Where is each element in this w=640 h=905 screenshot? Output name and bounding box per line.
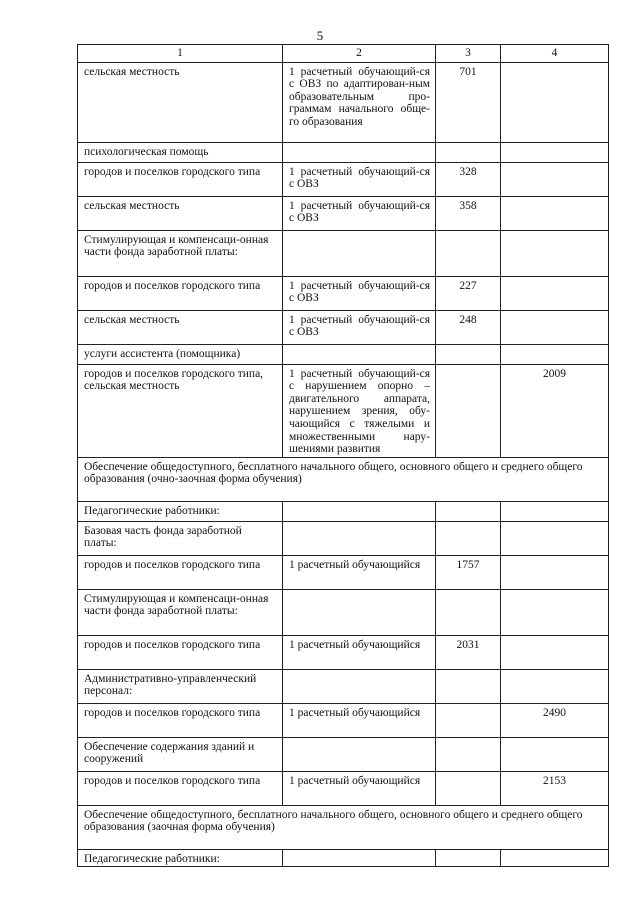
rural-rate-cell — [501, 344, 609, 364]
urban-rate-cell: 328 — [436, 162, 501, 196]
rural-rate-cell — [501, 521, 609, 555]
unit-cell — [283, 521, 436, 555]
unit-cell: 1 расчетный обучающий-ся с ОВЗ — [283, 310, 436, 344]
urban-rate-cell — [436, 364, 501, 457]
section-heading-cell: Обеспечение общедоступного, бесплатного начального общего, основного общего и среднего общего образования (заочная форма обучения) — [78, 805, 609, 849]
rural-rate-cell — [501, 142, 609, 162]
category-cell: услуги ассистента (помощника) — [78, 344, 283, 364]
table-row — [78, 737, 609, 771]
category-cell: Стимулирующая и компенсаци-онная части фонда заработной платы: — [78, 230, 283, 276]
urban-rate-cell: 248 — [436, 310, 501, 344]
column-header: 2 — [283, 45, 436, 63]
urban-rate-cell: 227 — [436, 276, 501, 310]
urban-rate-cell — [436, 501, 501, 521]
category-cell: Педагогические работники: — [78, 849, 283, 867]
category-cell: городов и поселков городского типа — [78, 635, 283, 669]
urban-rate-cell — [436, 849, 501, 867]
category-cell: городов и поселков городского типа — [78, 162, 283, 196]
unit-cell — [283, 501, 436, 521]
table-row — [78, 62, 609, 142]
page-number: 5 — [316, 28, 324, 43]
category-cell: сельская местность — [78, 196, 283, 230]
category-cell: психологическая помощь — [78, 142, 283, 162]
unit-cell — [283, 589, 436, 635]
category-cell: Стимулирующая и компенсаци-онная части фонда заработной платы: — [78, 589, 283, 635]
urban-rate-cell — [436, 589, 501, 635]
urban-rate-cell — [436, 521, 501, 555]
table-row — [78, 555, 609, 589]
rural-rate-cell — [501, 62, 609, 142]
table-row — [78, 501, 609, 521]
table-row — [78, 196, 609, 230]
table-row — [78, 230, 609, 276]
urban-rate-cell — [436, 771, 501, 805]
rural-rate-cell — [501, 310, 609, 344]
column-header: 4 — [501, 45, 609, 63]
unit-cell: 1 расчетный обучающий-ся с ОВЗ — [283, 276, 436, 310]
norms-table — [77, 44, 609, 867]
rural-rate-cell — [501, 230, 609, 276]
unit-cell: 1 расчетный обучающий-ся с ОВЗ — [283, 196, 436, 230]
unit-cell: 1 расчетный обучающий-ся с нарушением опорно –двигательного аппарата, нарушением зрения, обу-чающийся с тяжелыми и множественными нару-шениями развития — [283, 364, 436, 457]
table-row — [78, 669, 609, 703]
table-row — [78, 276, 609, 310]
urban-rate-cell: 358 — [436, 196, 501, 230]
rural-rate-cell — [501, 737, 609, 771]
rural-rate-cell — [501, 849, 609, 867]
unit-cell — [283, 344, 436, 364]
urban-rate-cell — [436, 344, 501, 364]
table-row — [78, 521, 609, 555]
table-row — [78, 703, 609, 737]
unit-cell — [283, 737, 436, 771]
rural-rate-cell: 2153 — [501, 771, 609, 805]
urban-rate-cell: 1757 — [436, 555, 501, 589]
category-cell: городов и поселков городского типа — [78, 771, 283, 805]
rural-rate-cell: 2009 — [501, 364, 609, 457]
header-row — [78, 45, 609, 63]
unit-cell — [283, 230, 436, 276]
table-row — [78, 849, 609, 867]
table-row — [78, 805, 609, 849]
rural-rate-cell — [501, 501, 609, 521]
table-row — [78, 771, 609, 805]
table-row — [78, 589, 609, 635]
table-row — [78, 142, 609, 162]
urban-rate-cell: 2031 — [436, 635, 501, 669]
table-row — [78, 344, 609, 364]
unit-cell: 1 расчетный обучающийся — [283, 555, 436, 589]
category-cell: сельская местность — [78, 62, 283, 142]
rural-rate-cell — [501, 276, 609, 310]
category-cell: Педагогические работники: — [78, 501, 283, 521]
unit-cell: 1 расчетный обучающийся — [283, 703, 436, 737]
urban-rate-cell — [436, 703, 501, 737]
rural-rate-cell — [501, 635, 609, 669]
urban-rate-cell — [436, 737, 501, 771]
rural-rate-cell — [501, 162, 609, 196]
rural-rate-cell: 2490 — [501, 703, 609, 737]
unit-cell — [283, 849, 436, 867]
rural-rate-cell — [501, 196, 609, 230]
rural-rate-cell — [501, 589, 609, 635]
table-row — [78, 457, 609, 501]
section-heading-cell: Обеспечение общедоступного, бесплатного начального общего, основного общего и среднего общего образования (очно-заочная форма обучения) — [78, 457, 609, 501]
column-header: 1 — [78, 45, 283, 63]
rural-rate-cell — [501, 669, 609, 703]
unit-cell: 1 расчетный обучающий-ся с ОВЗ по адаптирован-ным образовательным про-граммам начального обще-го образования — [283, 62, 436, 142]
category-cell: городов и поселков городского типа — [78, 703, 283, 737]
category-cell: Обеспечение содержания зданий и сооружений — [78, 737, 283, 771]
rural-rate-cell — [501, 555, 609, 589]
urban-rate-cell — [436, 669, 501, 703]
table-row — [78, 310, 609, 344]
category-cell: Административно-управленческий персонал: — [78, 669, 283, 703]
category-cell: городов и поселков городского типа — [78, 555, 283, 589]
table-row — [78, 635, 609, 669]
column-header: 3 — [436, 45, 501, 63]
unit-cell: 1 расчетный обучающийся — [283, 771, 436, 805]
unit-cell — [283, 669, 436, 703]
unit-cell — [283, 142, 436, 162]
category-cell: сельская местность — [78, 310, 283, 344]
table-row — [78, 364, 609, 457]
urban-rate-cell — [436, 142, 501, 162]
category-cell: городов и поселков городского типа — [78, 276, 283, 310]
category-cell: Базовая часть фонда заработной платы: — [78, 521, 283, 555]
category-cell: городов и поселков городского типа, сельская местность — [78, 364, 283, 457]
table-row — [78, 162, 609, 196]
urban-rate-cell — [436, 230, 501, 276]
unit-cell: 1 расчетный обучающийся — [283, 635, 436, 669]
urban-rate-cell: 701 — [436, 62, 501, 142]
unit-cell: 1 расчетный обучающий-ся с ОВЗ — [283, 162, 436, 196]
